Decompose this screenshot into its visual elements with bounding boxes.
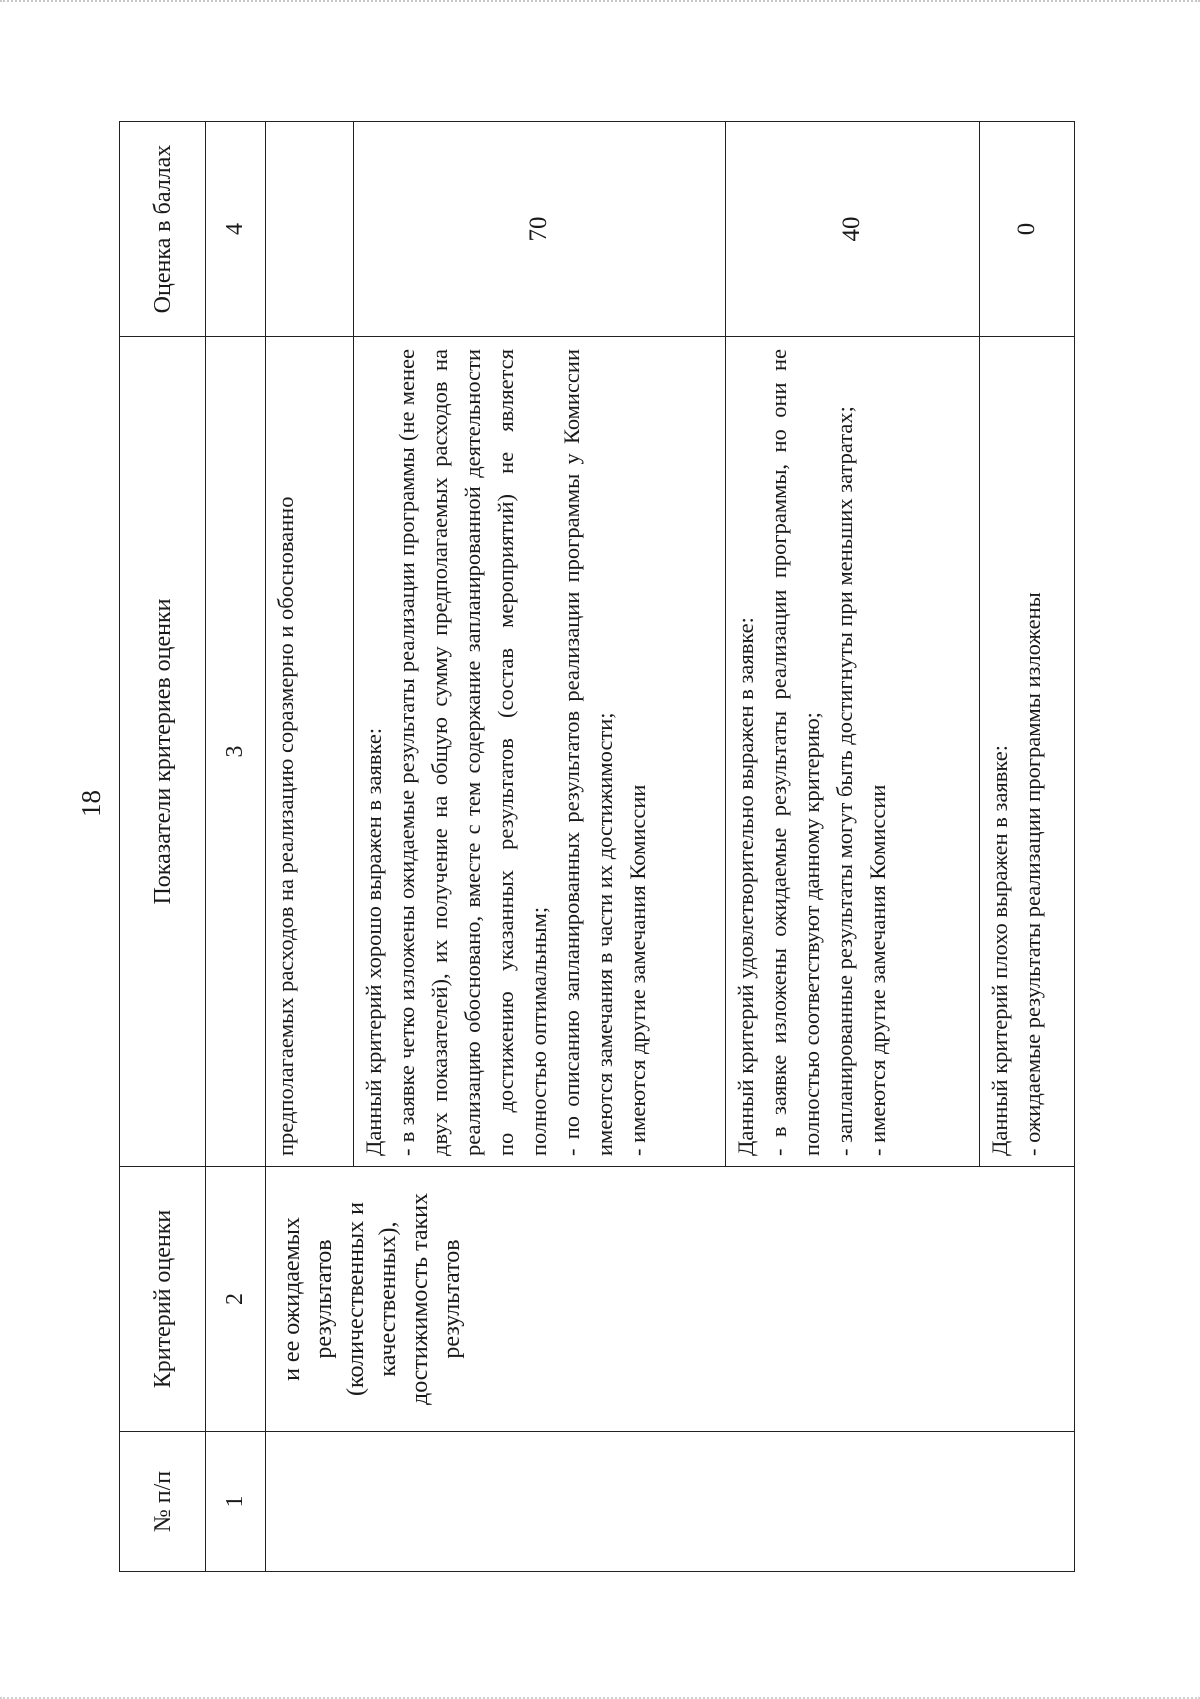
score-cell — [265, 122, 353, 337]
table-row — [265, 122, 353, 1572]
score-cell: 70 — [353, 122, 725, 337]
indicator-line: Данный критерий плохо выражен в заявке: — [987, 744, 1013, 1156]
score-cell: 40 — [725, 122, 979, 337]
indicator-line: - ожидаемые результаты реализации программы изложены — [1020, 592, 1046, 1156]
indicator-line: - в заявке изложены ожидаемые результаты реализации программы, но они не полностью соответствуют данному критерию; — [765, 349, 824, 1156]
indicator-cell — [725, 337, 979, 1167]
indicator-line: - запланированные результаты могут быть достигнуты при меньших затратах; — [831, 406, 857, 1156]
indicator-line: - имеются другие замечания Комиссии — [864, 784, 890, 1156]
column-number-2: 2 — [206, 1167, 265, 1432]
indicator-cell — [980, 337, 1075, 1167]
header-indicators: Показатели критериев оценки — [120, 337, 206, 1167]
indicator-line: Данный критерий удовлетворительно выражен в заявке: — [732, 617, 758, 1156]
column-number-4: 4 — [206, 122, 265, 337]
header-criterion: Критерий оценки — [120, 1167, 206, 1432]
indicator-cell — [353, 337, 725, 1167]
indicator-cell — [265, 337, 353, 1167]
scan-edge-bottom — [0, 1688, 1200, 1699]
column-number-3: 3 — [206, 337, 265, 1167]
indicator-line: предполагаемых расходов на реализацию соразмерно и обоснованно — [272, 496, 298, 1156]
criterion-text: и ее ожидаемых результатов (количественных и качественных), достижимость таких результатов — [265, 1167, 1075, 1432]
criteria-table — [119, 121, 1075, 1572]
indicator-line: - имеются другие замечания Комиссии — [624, 784, 650, 1156]
column-number-row — [206, 122, 265, 1572]
header-score: Оценка в баллах — [120, 122, 206, 337]
indicator-line: Данный критерий хорошо выражен в заявке: — [360, 727, 386, 1156]
column-number-1: 1 — [206, 1432, 265, 1572]
row-number-cell — [265, 1432, 1075, 1572]
indicator-line: - в заявке четко изложены ожидаемые результаты реализации программы (не менее двух показателей), их получение на общую сумму предполагаемых расходов на реализацию обосновано, вместе с тем содержание запланированной деятельности по достижению указанных результатов (состав мероприятий) не является полностью оптимальным; — [393, 349, 551, 1156]
page-number: 18 — [76, 790, 106, 817]
header-num: № п/п — [120, 1432, 206, 1572]
score-cell: 0 — [980, 122, 1075, 337]
indicator-line: - по описанию запланированных результатов реализации программы у Комиссии имеются замечания в части их достижимости; — [558, 349, 617, 1156]
table-header-row — [120, 122, 206, 1572]
